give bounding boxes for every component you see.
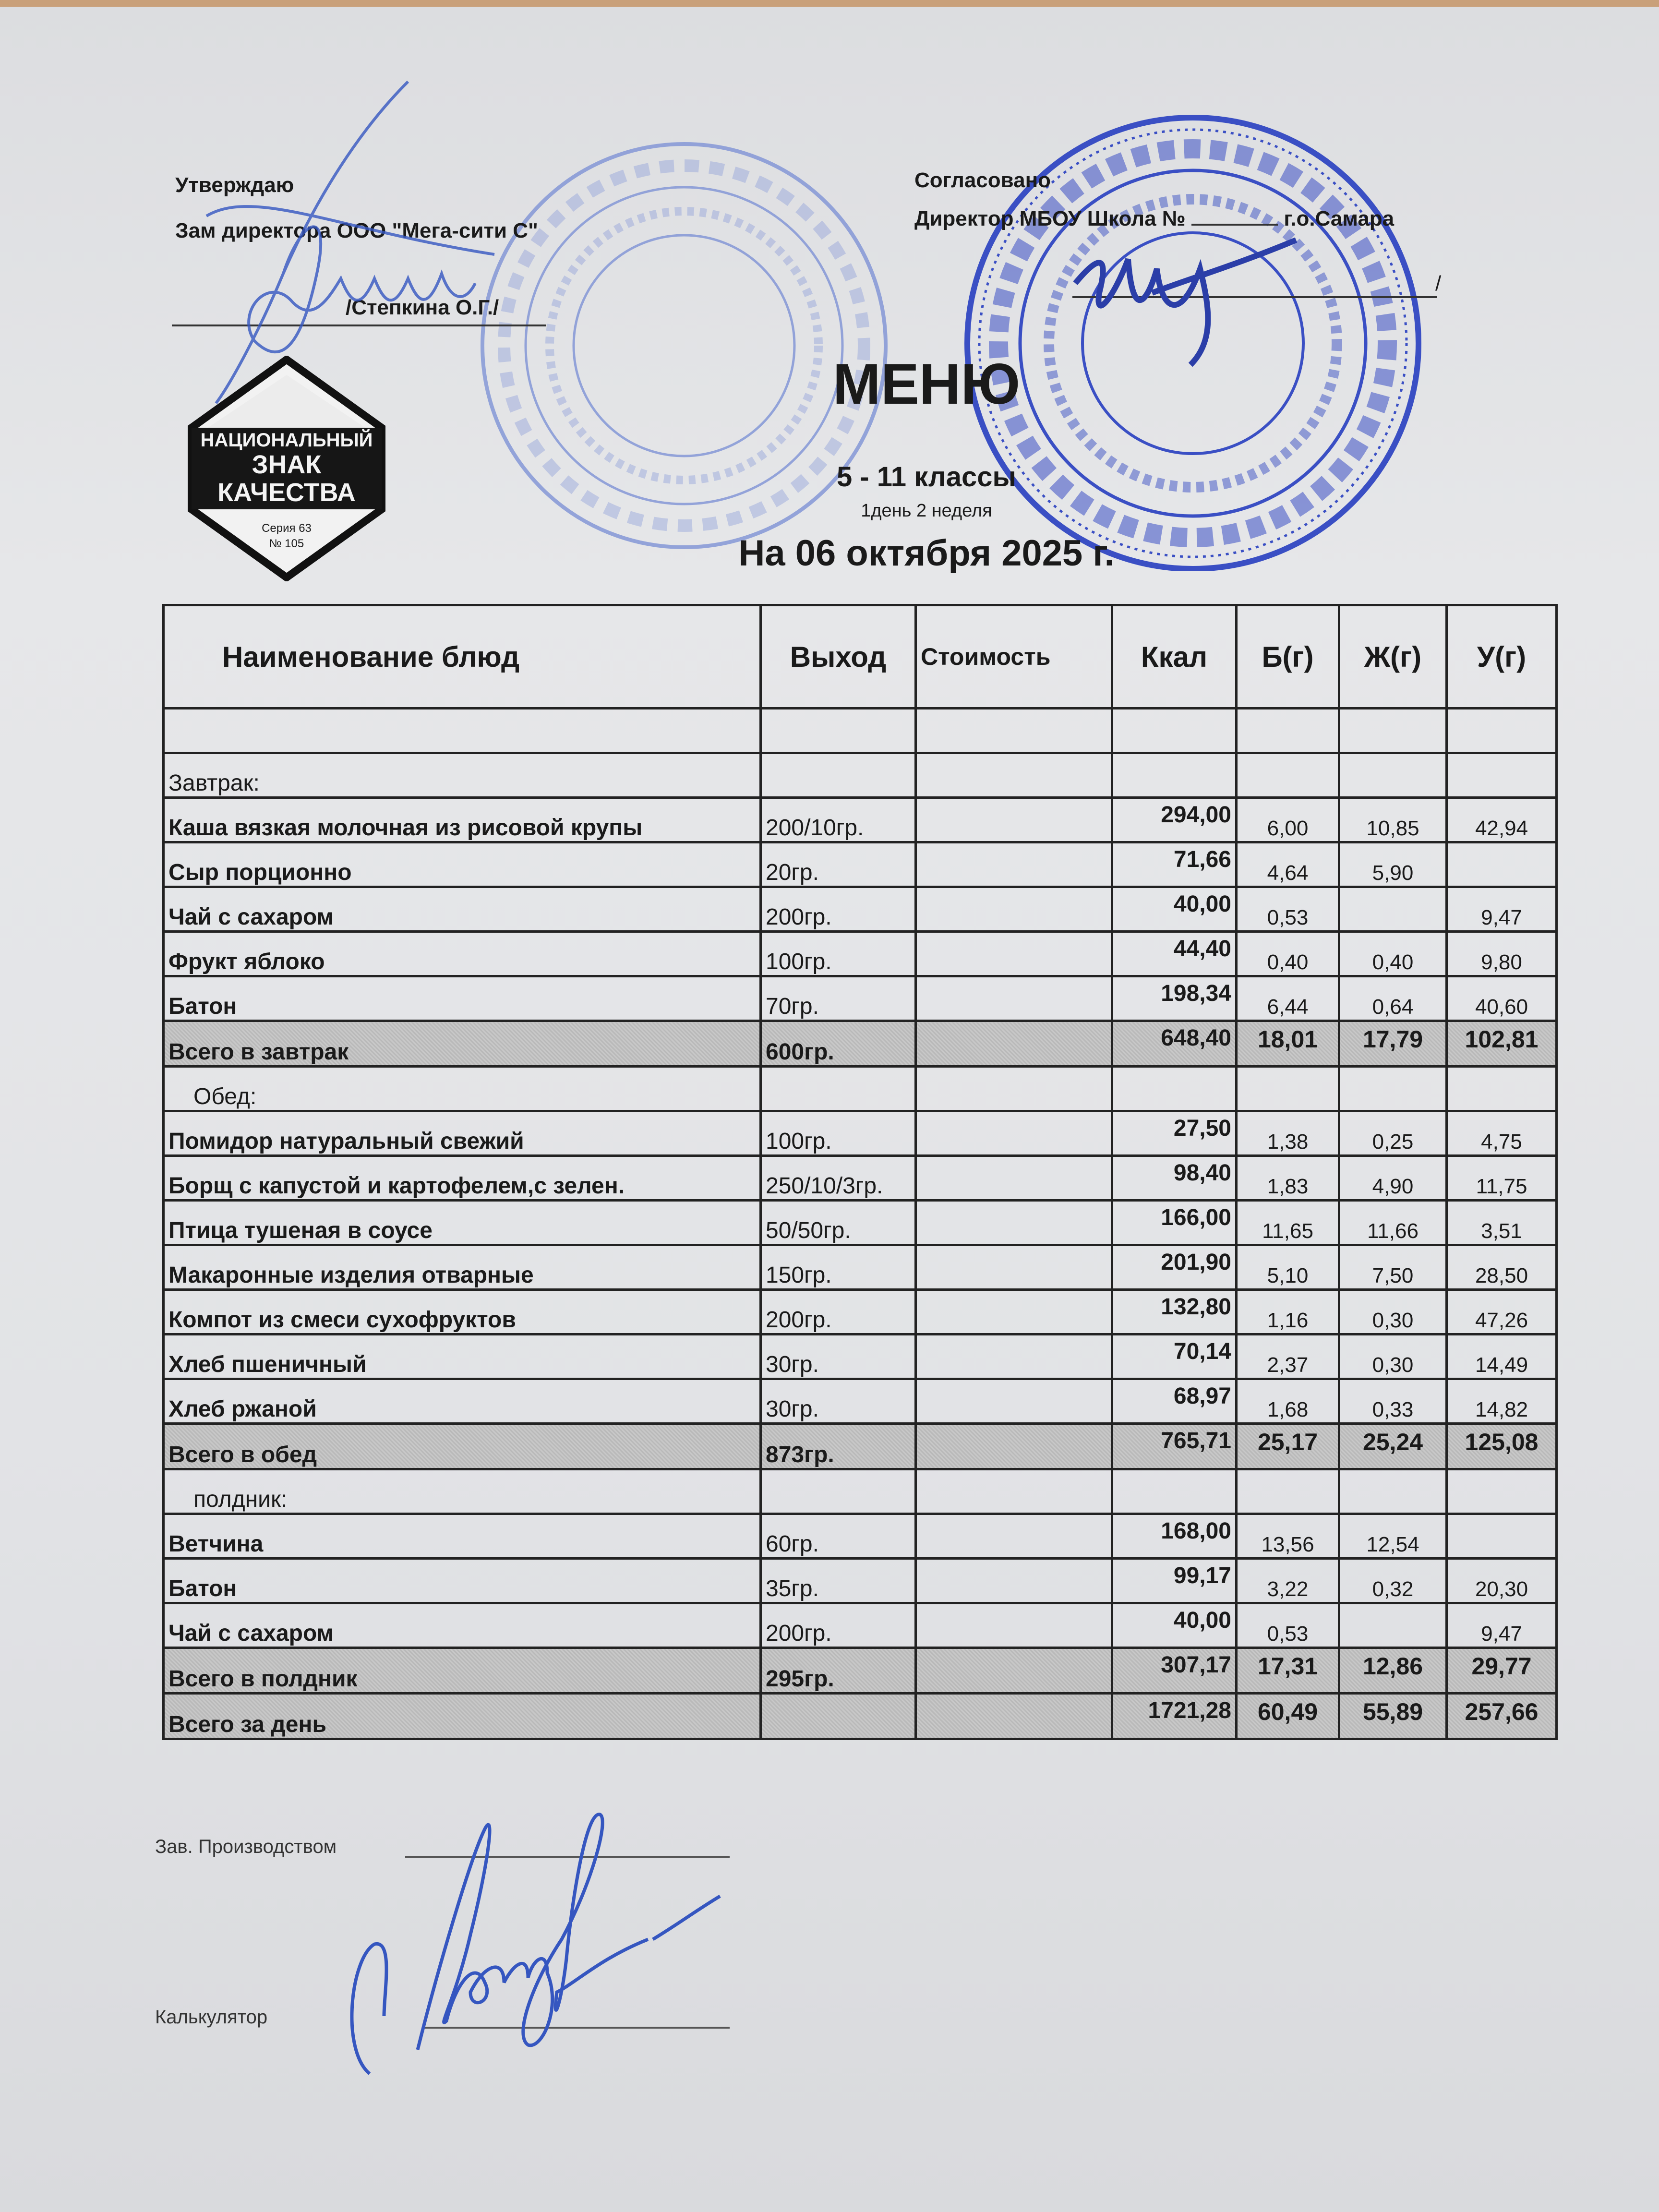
cell-kcal: 201,90 — [1112, 1245, 1237, 1290]
approval-label-right: Согласовано — [914, 168, 1051, 192]
school-number-blank — [1191, 224, 1278, 226]
column-header-kcal: Ккал — [1112, 605, 1237, 709]
column-header-cost: Стоимость — [916, 605, 1112, 709]
cell-carbs: 20,30 — [1447, 1559, 1557, 1603]
approval-position-right — [914, 206, 1394, 232]
cell-carbs: 40,60 — [1447, 976, 1557, 1021]
company-stamp — [456, 134, 912, 566]
cell-fat — [1339, 753, 1447, 798]
cell-carbs: 4,75 — [1447, 1111, 1557, 1156]
cell-fat — [1339, 1067, 1447, 1111]
logo-series: Серия 63 — [262, 522, 312, 535]
cell-kcal — [1112, 1067, 1237, 1111]
cell-dish-name: Обед: — [164, 1067, 761, 1111]
cell-portion — [761, 1694, 916, 1739]
cycle-day: 1день 2 неделя — [861, 501, 992, 521]
cell-portion — [761, 709, 916, 753]
cell-carbs: 102,81 — [1447, 1021, 1557, 1067]
table-row — [164, 1156, 1557, 1201]
cell-dish-name: Батон — [164, 1559, 761, 1603]
table-row — [164, 1559, 1557, 1603]
cell-carbs: 47,26 — [1447, 1290, 1557, 1334]
cell-portion: 150гр. — [761, 1245, 916, 1290]
menu-table — [162, 604, 1558, 1740]
approval-signer-left: /Степкина О.Г./ — [346, 296, 499, 319]
cell-carbs — [1447, 842, 1557, 887]
total-row — [164, 1648, 1557, 1694]
logo-line-2: ЗНАК — [252, 450, 322, 479]
approval-position-left: Зам директора ООО "Мега-сити С" — [175, 219, 538, 242]
cell-dish-name: Сыр порционно — [164, 842, 761, 887]
total-row — [164, 1424, 1557, 1469]
cell-dish-name: Хлеб ржаной — [164, 1379, 761, 1424]
cell-dish-name: Борщ с капустой и картофелем,с зелен. — [164, 1156, 761, 1201]
table-header-row — [164, 605, 1557, 709]
cell-kcal: 70,14 — [1112, 1334, 1237, 1379]
cell-dish-name: Завтрак: — [164, 753, 761, 798]
cell-protein: 17,31 — [1237, 1648, 1339, 1694]
cell-fat — [1339, 887, 1447, 932]
cell-fat: 55,89 — [1339, 1694, 1447, 1739]
table-row — [164, 798, 1557, 842]
table-row — [164, 1514, 1557, 1559]
calculator-line — [422, 2027, 730, 2029]
cell-cost — [916, 1067, 1112, 1111]
cell-portion — [761, 753, 916, 798]
cell-carbs: 42,94 — [1447, 798, 1557, 842]
cell-portion: 70гр. — [761, 976, 916, 1021]
cell-kcal: 198,34 — [1112, 976, 1237, 1021]
cell-cost — [916, 1559, 1112, 1603]
cell-fat: 5,90 — [1339, 842, 1447, 887]
cell-carbs: 28,50 — [1447, 1245, 1557, 1290]
cell-kcal: 98,40 — [1112, 1156, 1237, 1201]
cell-cost — [916, 1469, 1112, 1514]
cell-protein — [1237, 1067, 1339, 1111]
cell-kcal: 99,17 — [1112, 1559, 1237, 1603]
cell-fat: 12,86 — [1339, 1648, 1447, 1694]
column-header-portion: Выход — [761, 605, 916, 709]
cell-cost — [916, 753, 1112, 798]
cell-portion: 200/10гр. — [761, 798, 916, 842]
table-row — [164, 932, 1557, 976]
cell-protein: 13,56 — [1237, 1514, 1339, 1559]
cell-cost — [916, 709, 1112, 753]
cell-portion: 60гр. — [761, 1514, 916, 1559]
table-row — [164, 1603, 1557, 1648]
cell-fat — [1339, 709, 1447, 753]
cell-fat: 0,30 — [1339, 1334, 1447, 1379]
table-row — [164, 976, 1557, 1021]
cell-protein: 25,17 — [1237, 1424, 1339, 1469]
cell-cost — [916, 798, 1112, 842]
logo-number: № 105 — [269, 537, 304, 550]
cell-protein: 0,53 — [1237, 887, 1339, 932]
logo-line-1: НАЦИОНАЛЬНЫЙ — [200, 430, 373, 451]
cell-dish-name: Помидор натуральный свежий — [164, 1111, 761, 1156]
grades: 5 - 11 классы — [836, 461, 1017, 493]
total-row — [164, 1021, 1557, 1067]
cell-protein — [1237, 1469, 1339, 1514]
cell-kcal: 27,50 — [1112, 1111, 1237, 1156]
cell-carbs — [1447, 1514, 1557, 1559]
cell-carbs: 3,51 — [1447, 1201, 1557, 1245]
cell-carbs — [1447, 753, 1557, 798]
column-header-protein: Б(г) — [1237, 605, 1339, 709]
blank-row — [164, 709, 1557, 753]
column-header-fat: Ж(г) — [1339, 605, 1447, 709]
cell-cost — [916, 932, 1112, 976]
cell-portion: 100гр. — [761, 932, 916, 976]
cell-carbs — [1447, 709, 1557, 753]
cell-dish-name: Всего в полдник — [164, 1648, 761, 1694]
cell-fat: 0,64 — [1339, 976, 1447, 1021]
cell-kcal: 1721,28 — [1112, 1694, 1237, 1739]
cell-cost — [916, 1290, 1112, 1334]
cell-cost — [916, 1156, 1112, 1201]
cell-kcal — [1112, 753, 1237, 798]
cell-kcal: 71,66 — [1112, 842, 1237, 887]
cell-protein: 5,10 — [1237, 1245, 1339, 1290]
cell-fat — [1339, 1603, 1447, 1648]
cell-protein: 6,44 — [1237, 976, 1339, 1021]
cell-cost — [916, 1694, 1112, 1739]
cell-dish-name: Компот из смеси сухофруктов — [164, 1290, 761, 1334]
cell-kcal: 166,00 — [1112, 1201, 1237, 1245]
cell-carbs: 257,66 — [1447, 1694, 1557, 1739]
table-row — [164, 1201, 1557, 1245]
cell-protein: 6,00 — [1237, 798, 1339, 842]
cell-protein: 4,64 — [1237, 842, 1339, 887]
column-header-carbs: У(г) — [1447, 605, 1557, 709]
cell-dish-name: Ветчина — [164, 1514, 761, 1559]
cell-carbs: 9,80 — [1447, 932, 1557, 976]
cell-protein — [1237, 709, 1339, 753]
cell-fat: 0,30 — [1339, 1290, 1447, 1334]
cell-dish-name: Батон — [164, 976, 761, 1021]
cell-portion: 250/10/3гр. — [761, 1156, 916, 1201]
cell-portion: 600гр. — [761, 1021, 916, 1067]
cell-cost — [916, 1424, 1112, 1469]
cell-dish-name: Всего за день — [164, 1694, 761, 1739]
cell-dish-name: Всего в обед — [164, 1424, 761, 1469]
cell-portion: 100гр. — [761, 1111, 916, 1156]
cell-kcal: 132,80 — [1112, 1290, 1237, 1334]
signature-production-head — [312, 1800, 768, 2098]
cell-protein: 1,83 — [1237, 1156, 1339, 1201]
cell-dish-name: Макаронные изделия отварные — [164, 1245, 761, 1290]
table-body — [164, 709, 1557, 1739]
table-row — [164, 1379, 1557, 1424]
calculator-label: Калькулятор — [155, 2007, 268, 2028]
cell-protein: 1,68 — [1237, 1379, 1339, 1424]
signature-line-right — [1072, 296, 1437, 298]
cell-fat: 10,85 — [1339, 798, 1447, 842]
section-row — [164, 753, 1557, 798]
cell-portion — [761, 1067, 916, 1111]
cell-protein: 60,49 — [1237, 1694, 1339, 1739]
cell-protein: 2,37 — [1237, 1334, 1339, 1379]
cell-cost — [916, 976, 1112, 1021]
logo-line-3: КАЧЕСТВА — [217, 478, 356, 507]
table-row — [164, 887, 1557, 932]
cell-fat: 0,25 — [1339, 1111, 1447, 1156]
cell-dish-name — [164, 709, 761, 753]
cell-portion: 295гр. — [761, 1648, 916, 1694]
cell-portion: 30гр. — [761, 1379, 916, 1424]
cell-portion — [761, 1469, 916, 1514]
cell-kcal: 40,00 — [1112, 1603, 1237, 1648]
cell-carbs: 125,08 — [1447, 1424, 1557, 1469]
cell-cost — [916, 1245, 1112, 1290]
cell-protein: 3,22 — [1237, 1559, 1339, 1603]
signature-line-left — [172, 325, 546, 326]
table-row — [164, 1111, 1557, 1156]
menu-date: На 06 октября 2025 г. — [738, 533, 1115, 574]
cell-protein: 1,16 — [1237, 1290, 1339, 1334]
cell-dish-name: Птица тушеная в соусе — [164, 1201, 761, 1245]
cell-kcal: 294,00 — [1112, 798, 1237, 842]
approval-label-left: Утверждаю — [175, 173, 294, 197]
cell-protein: 11,65 — [1237, 1201, 1339, 1245]
cell-dish-name: Чай с сахаром — [164, 887, 761, 932]
approval-city: г.о.Самара — [1284, 207, 1395, 230]
cell-kcal: 68,97 — [1112, 1379, 1237, 1424]
cell-fat: 12,54 — [1339, 1514, 1447, 1559]
cell-protein: 0,53 — [1237, 1603, 1339, 1648]
cell-dish-name: полдник: — [164, 1469, 761, 1514]
table-row — [164, 1245, 1557, 1290]
cell-carbs: 29,77 — [1447, 1648, 1557, 1694]
cell-protein: 18,01 — [1237, 1021, 1339, 1067]
cell-fat: 11,66 — [1339, 1201, 1447, 1245]
cell-protein: 1,38 — [1237, 1111, 1339, 1156]
cell-kcal — [1112, 709, 1237, 753]
cell-fat: 0,40 — [1339, 932, 1447, 976]
table-row — [164, 1290, 1557, 1334]
cell-cost — [916, 842, 1112, 887]
cell-dish-name: Хлеб пшеничный — [164, 1334, 761, 1379]
cell-dish-name: Всего в завтрак — [164, 1021, 761, 1067]
cell-fat: 0,32 — [1339, 1559, 1447, 1603]
cell-fat — [1339, 1469, 1447, 1514]
cell-portion: 20гр. — [761, 842, 916, 887]
cell-portion: 50/50гр. — [761, 1201, 916, 1245]
cell-kcal: 648,40 — [1112, 1021, 1237, 1067]
cell-cost — [916, 1111, 1112, 1156]
cell-dish-name: Фрукт яблоко — [164, 932, 761, 976]
column-header-dish: Наименование блюд — [164, 605, 761, 709]
cell-kcal: 765,71 — [1112, 1424, 1237, 1469]
table-row — [164, 842, 1557, 887]
cell-carbs — [1447, 1469, 1557, 1514]
approval-position-text: Директор МБОУ Школа № — [914, 207, 1186, 230]
cell-fat: 25,24 — [1339, 1424, 1447, 1469]
cell-fat: 17,79 — [1339, 1021, 1447, 1067]
cell-fat: 7,50 — [1339, 1245, 1447, 1290]
page-title: МЕНЮ — [832, 352, 1021, 416]
cell-protein: 0,40 — [1237, 932, 1339, 976]
cell-kcal: 44,40 — [1112, 932, 1237, 976]
cell-dish-name: Чай с сахаром — [164, 1603, 761, 1648]
quality-mark-logo — [188, 356, 385, 581]
approval-signer-right: / — [1435, 272, 1442, 295]
cell-cost — [916, 1514, 1112, 1559]
section-row — [164, 1469, 1557, 1514]
production-head-line — [405, 1856, 730, 1858]
cell-cost — [916, 1603, 1112, 1648]
cell-kcal: 168,00 — [1112, 1514, 1237, 1559]
cell-cost — [916, 1648, 1112, 1694]
cell-carbs: 14,49 — [1447, 1334, 1557, 1379]
cell-carbs: 9,47 — [1447, 887, 1557, 932]
cell-kcal: 307,17 — [1112, 1648, 1237, 1694]
cell-carbs — [1447, 1067, 1557, 1111]
table-row — [164, 1334, 1557, 1379]
cell-protein — [1237, 753, 1339, 798]
section-row — [164, 1067, 1557, 1111]
cell-portion: 200гр. — [761, 1603, 916, 1648]
cell-fat: 4,90 — [1339, 1156, 1447, 1201]
cell-kcal — [1112, 1469, 1237, 1514]
cell-fat: 0,33 — [1339, 1379, 1447, 1424]
production-head-label: Зав. Производством — [155, 1836, 337, 1857]
cell-dish-name: Каша вязкая молочная из рисовой крупы — [164, 798, 761, 842]
cell-carbs: 11,75 — [1447, 1156, 1557, 1201]
cell-cost — [916, 1334, 1112, 1379]
cell-portion: 200гр. — [761, 887, 916, 932]
cell-portion: 873гр. — [761, 1424, 916, 1469]
cell-cost — [916, 887, 1112, 932]
cell-carbs: 9,47 — [1447, 1603, 1557, 1648]
cell-portion: 35гр. — [761, 1559, 916, 1603]
cell-carbs: 14,82 — [1447, 1379, 1557, 1424]
cell-portion: 30гр. — [761, 1334, 916, 1379]
cell-cost — [916, 1021, 1112, 1067]
cell-kcal: 40,00 — [1112, 887, 1237, 932]
total-row — [164, 1694, 1557, 1739]
cell-portion: 200гр. — [761, 1290, 916, 1334]
cell-cost — [916, 1379, 1112, 1424]
cell-cost — [916, 1201, 1112, 1245]
